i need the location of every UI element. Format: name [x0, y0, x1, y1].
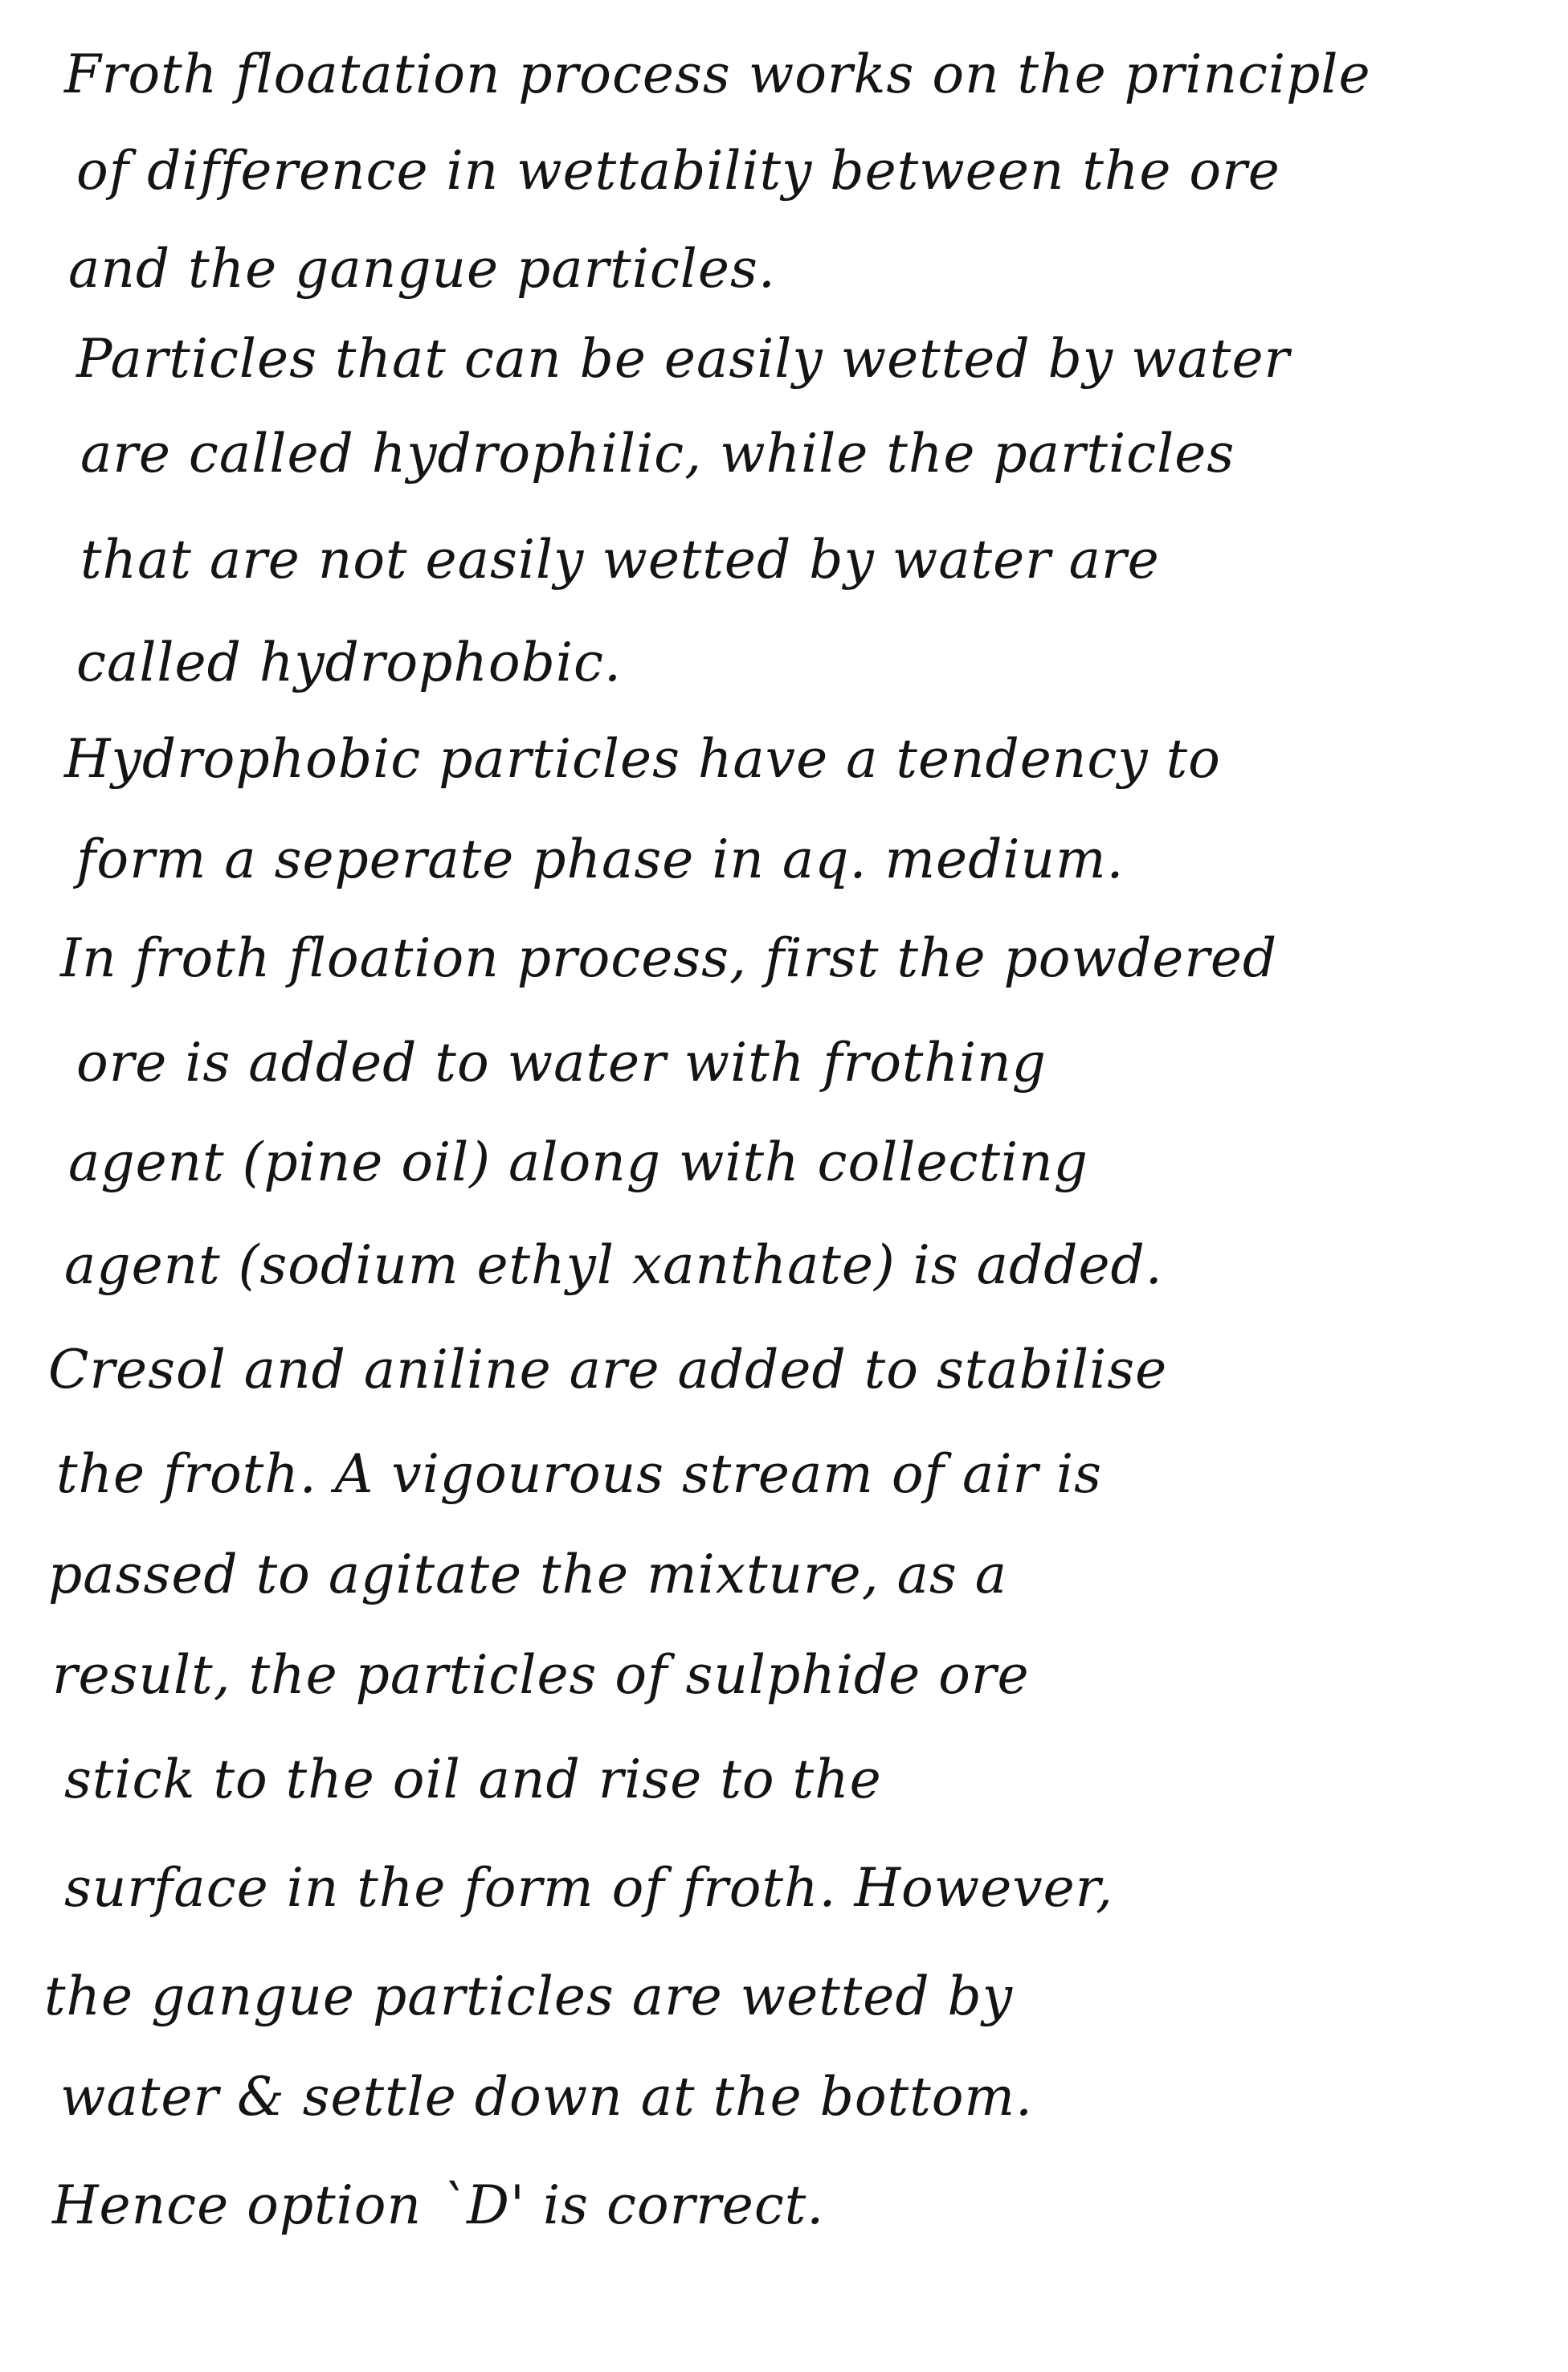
text-line: that are not easily wetted by water are — [80, 529, 1160, 591]
text-line: result, the particles of sulphide ore — [52, 1644, 1030, 1706]
text-line: Froth floatation process works on the principle — [64, 43, 1371, 105]
text-line: the gangue particles are wetted by — [44, 1965, 1014, 2027]
text-line: agent (sodium ethyl xanthate) is added. — [64, 1234, 1163, 1296]
text-line: are called hydrophilic, while the particles — [80, 423, 1235, 485]
text-line: the froth. A vigourous stream of air is — [56, 1443, 1102, 1505]
text-line: water & settle down at the bottom. — [60, 2066, 1034, 2128]
text-line: Particles that can be easily wetted by water — [76, 328, 1291, 390]
text-line: Hydrophobic particles have a tendency to — [64, 728, 1221, 790]
text-line: Cresol and aniline are added to stabilise — [48, 1339, 1168, 1401]
text-line: and the gangue particles. — [68, 238, 776, 300]
text-line: called hydrophobic. — [76, 632, 622, 693]
text-line: surface in the form of froth. However, — [64, 1857, 1113, 1919]
text-line: Hence option `D' is correct. — [52, 2174, 825, 2236]
text-line: form a seperate phase in aq. medium. — [76, 828, 1125, 890]
text-line: agent (pine oil) along with collecting — [68, 1131, 1088, 1193]
text-line: passed to agitate the mixture, as a — [48, 1544, 1008, 1605]
text-line: In froth floation process, first the powdered — [60, 927, 1278, 989]
text-line: ore is added to water with frothing — [76, 1032, 1047, 1094]
text-line: stick to the oil and rise to the — [64, 1748, 882, 1810]
text-line: of difference in wettability between the ore — [76, 140, 1280, 202]
